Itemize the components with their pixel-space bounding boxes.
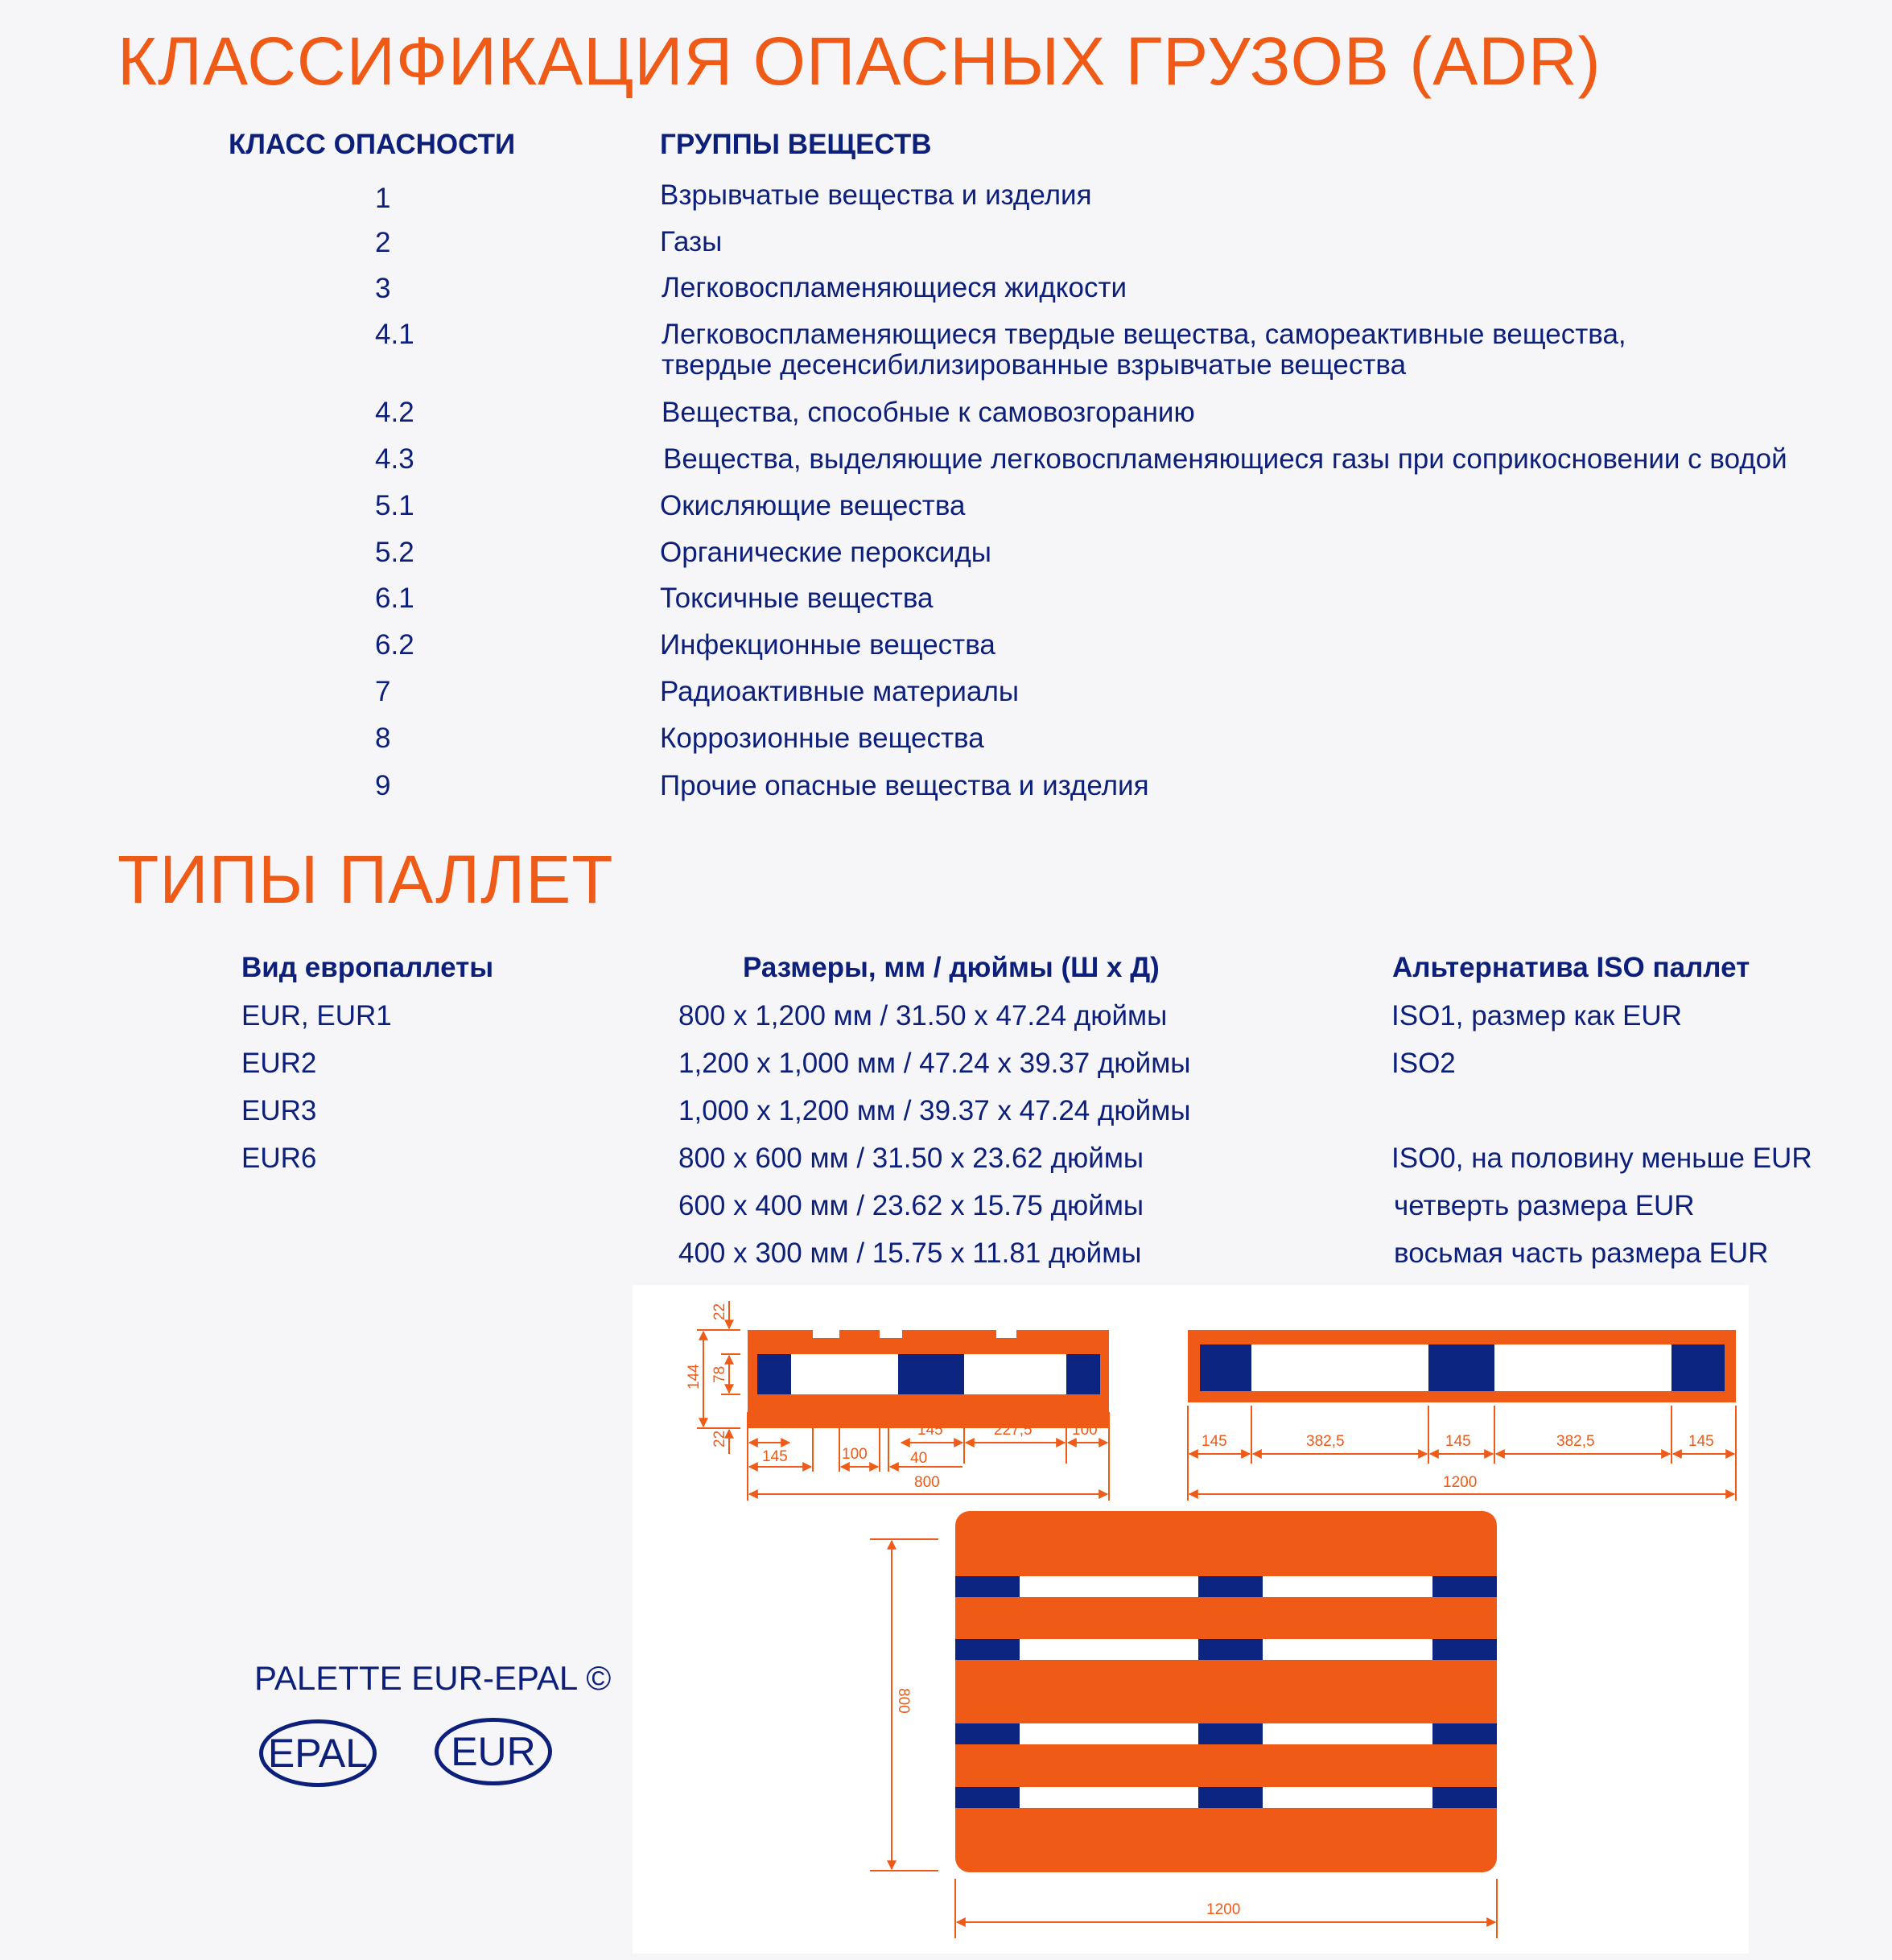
adr-group-4-3: Вещества, выделяющие легковоспламеняющиеся газы при соприкосновении с водой <box>663 443 1787 475</box>
dim-145-b: 145 <box>917 1422 943 1439</box>
adr-group-4-1: Легковоспламеняющиеся твердые вещества, самореактивные вещества, <box>662 319 1626 350</box>
eur-logo-text: EUR <box>451 1729 536 1774</box>
pallet-size-4: 800 x 600 мм / 31.50 x 23.62 дюймы <box>678 1143 1144 1174</box>
dim-22-top: 22 <box>711 1303 728 1320</box>
adr-class-8: 8 <box>375 723 391 754</box>
adr-group-2: Газы <box>660 226 723 257</box>
adr-title: КЛАССИФИКАЦИЯ ОПАСНЫХ ГРУЗОВ (ADR) <box>117 23 1601 99</box>
pallet-type-2: EUR2 <box>241 1048 317 1079</box>
adr-class-9: 9 <box>375 770 391 801</box>
dim-1200-side: 1200 <box>1443 1474 1478 1491</box>
adr-group-8: Коррозионные вещества <box>660 723 984 754</box>
pallet-iso-1: ISO1, размер как EUR <box>1391 1000 1682 1031</box>
dim-800-top: 800 <box>895 1688 912 1714</box>
pallet-diagram-svg <box>633 1285 1749 1954</box>
dim-r-145-1: 145 <box>1202 1433 1227 1450</box>
adr-class-4-2: 4.2 <box>375 397 414 428</box>
adr-group-9: Прочие опасные вещества и изделия <box>660 770 1149 801</box>
pallet-size-1: 800 x 1,200 мм / 31.50 x 47.24 дюймы <box>678 1000 1168 1031</box>
adr-group-1: Взрывчатые вещества и изделия <box>660 179 1092 211</box>
adr-group-4-2: Вещества, способные к самовозгоранию <box>662 397 1195 428</box>
adr-class-2: 2 <box>375 227 391 258</box>
pallets-header-size: Размеры, мм / дюймы (Ш х Д) <box>743 952 1160 983</box>
dim-r-145-2: 145 <box>1445 1433 1471 1450</box>
pallet-iso-4: ISO0, на половину меньше EUR <box>1391 1143 1812 1174</box>
eur-logo <box>435 1718 552 1785</box>
adr-class-4-3: 4.3 <box>375 443 414 475</box>
adr-class-5-2: 5.2 <box>375 537 414 568</box>
pallet-iso-5: четверть размера EUR <box>1394 1190 1695 1221</box>
pallet-type-1: EUR, EUR1 <box>241 1000 392 1031</box>
pallet-size-2: 1,200 x 1,000 мм / 47.24 x 39.37 дюймы <box>678 1048 1191 1079</box>
dim-145-a: 145 <box>762 1448 788 1465</box>
pallet-size-3: 1,000 x 1,200 мм / 39.37 x 47.24 дюймы <box>678 1095 1191 1126</box>
pallet-iso-6: восьмая часть размера EUR <box>1394 1237 1769 1269</box>
dim-1200-top: 1200 <box>1206 1901 1241 1918</box>
dim-r-382-1: 382,5 <box>1306 1433 1345 1450</box>
adr-group-5-1: Окисляющие вещества <box>660 490 966 521</box>
dim-r-145-3: 145 <box>1688 1433 1714 1450</box>
pallet-type-3: EUR3 <box>241 1095 317 1126</box>
dim-22-bottom: 22 <box>711 1430 728 1447</box>
adr-class-6-2: 6.2 <box>375 629 414 661</box>
adr-group-5-2: Органические пероксиды <box>660 537 991 568</box>
adr-group-4-1-line2: твердые десенсибилизированные взрывчатые вещества <box>662 349 1407 381</box>
epal-logo <box>259 1719 377 1787</box>
dim-r-382-2: 382,5 <box>1556 1433 1595 1450</box>
adr-class-6-1: 6.1 <box>375 583 414 614</box>
adr-class-7: 7 <box>375 676 391 707</box>
adr-group-7: Радиоактивные материалы <box>660 676 1020 707</box>
adr-group-6-2: Инфекционные вещества <box>660 629 995 661</box>
adr-class-5-1: 5.1 <box>375 490 414 521</box>
top-view <box>870 1511 1497 1938</box>
pallet-diagram <box>633 1285 1749 1954</box>
epal-caption: PALETTE EUR-EPAL © <box>254 1659 612 1697</box>
adr-header-group: ГРУППЫ ВЕЩЕСТВ <box>660 129 932 160</box>
dim-100-a: 100 <box>754 1412 780 1429</box>
pallets-header-iso: Альтернатива ISO паллет <box>1392 952 1750 983</box>
dim-144: 144 <box>686 1364 703 1390</box>
adr-header-class: КЛАСС ОПАСНОСТИ <box>229 129 516 160</box>
dim-227-5: 227,5 <box>994 1422 1033 1439</box>
epal-logo-text: EPAL <box>267 1731 369 1776</box>
dim-78: 78 <box>711 1365 728 1383</box>
dim-100-b: 100 <box>842 1446 868 1463</box>
pallet-iso-2: ISO2 <box>1391 1048 1456 1079</box>
adr-class-4-1: 4.1 <box>375 319 414 350</box>
side-view-1200 <box>1188 1330 1736 1501</box>
pallets-title: ТИПЫ ПАЛЛЕТ <box>117 842 614 917</box>
pallet-type-4: EUR6 <box>241 1143 317 1174</box>
adr-class-3: 3 <box>375 273 391 304</box>
dim-40: 40 <box>910 1450 928 1467</box>
adr-class-1: 1 <box>375 183 391 214</box>
pallets-header-type: Вид европаллеты <box>241 952 494 983</box>
pallet-size-5: 600 x 400 мм / 23.62 x 15.75 дюймы <box>678 1190 1144 1221</box>
side-view-800 <box>686 1301 1109 1501</box>
adr-group-6-1: Токсичные вещества <box>660 583 934 614</box>
pallet-size-6: 400 x 300 мм / 15.75 x 11.81 дюймы <box>678 1237 1142 1269</box>
dim-800-side: 800 <box>914 1474 940 1491</box>
dim-100-c: 100 <box>1072 1422 1098 1439</box>
adr-group-3: Легковоспламеняющиеся жидкости <box>662 272 1127 303</box>
